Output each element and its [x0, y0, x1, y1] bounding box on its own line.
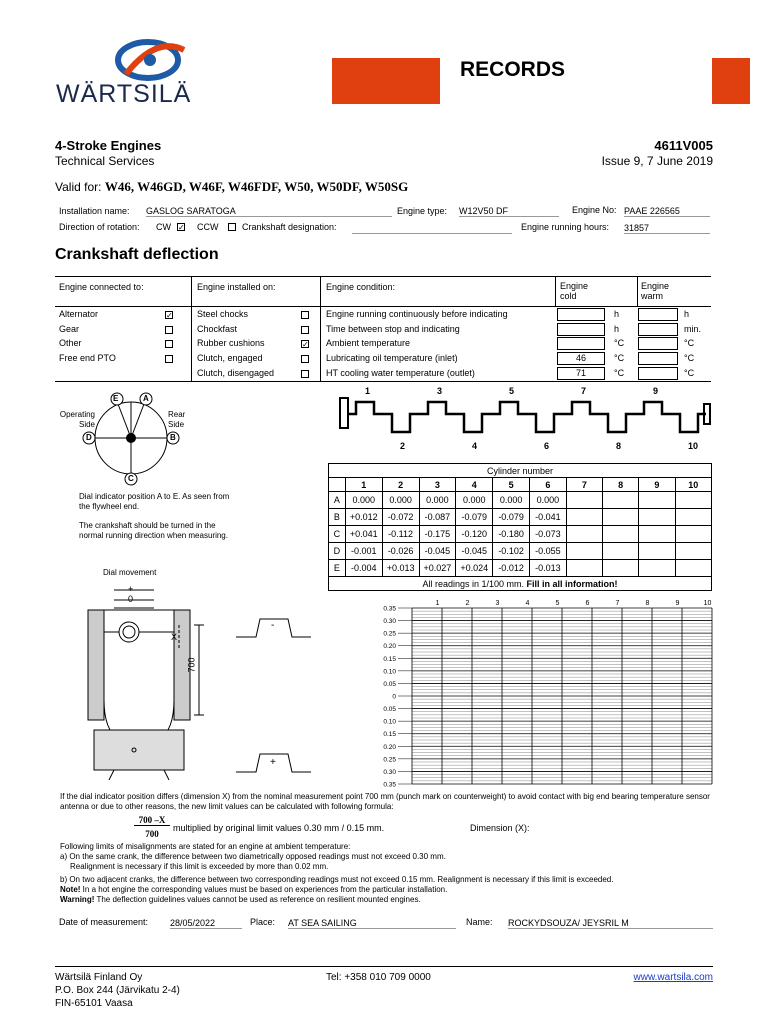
crank-number-top: 7 — [581, 386, 587, 396]
logo-text: WÄRTSILÄ — [56, 80, 192, 108]
dial-note-1: Dial indicator position A to E. As seen from the flywheel end. — [79, 492, 230, 511]
y-tick-label: 0.20 — [383, 643, 396, 651]
x-tick-label: 7 — [615, 600, 620, 607]
readings-row — [329, 509, 712, 526]
reading-cell[interactable] — [603, 492, 639, 509]
condition-cold-unit: °C — [614, 338, 625, 349]
readings-position: A — [329, 492, 346, 509]
condition-warm-unit: °C — [684, 367, 695, 378]
reading-cell[interactable]: +0.027 — [419, 560, 456, 577]
reading-cell[interactable] — [566, 560, 602, 577]
condition-warm-unit: min. — [684, 323, 702, 334]
running-hours-label: Engine running hours: — [521, 222, 610, 232]
reading-cell[interactable] — [603, 526, 639, 543]
reading-cell[interactable]: -0.072 — [382, 509, 419, 526]
x-tick-label: 1 — [435, 600, 440, 607]
running-hours-field[interactable]: 31857 — [624, 223, 710, 234]
readings-row — [329, 526, 712, 543]
place-label: Place: — [250, 917, 276, 927]
reading-cell[interactable] — [639, 560, 675, 577]
installed-item-label: Clutch, engaged — [197, 353, 263, 364]
crank-number-bottom: 2 — [400, 441, 406, 451]
crank-number-bottom: 6 — [544, 441, 550, 451]
dial-minus: – — [128, 602, 134, 612]
connected-item-checkbox[interactable] — [165, 355, 173, 363]
x-tick-label: 9 — [675, 600, 680, 607]
reading-cell[interactable]: -0.045 — [456, 543, 493, 560]
engine-type-field[interactable]: W12V50 DF — [459, 206, 559, 217]
gauge-plus-sign: + — [270, 757, 276, 768]
condition-warm-value[interactable] — [638, 308, 678, 321]
cylinder-header: 8 — [603, 478, 639, 492]
x-tick-label: 2 — [465, 600, 470, 607]
condition-cold-value[interactable]: 71 — [557, 367, 605, 380]
crank-number-top: 3 — [437, 386, 443, 396]
reading-cell[interactable]: 0.000 — [382, 492, 419, 509]
installed-item-label: Steel chocks — [197, 309, 249, 319]
crankshaft-designation-label: Crankshaft designation: — [242, 222, 337, 232]
dial-label-e: E — [113, 394, 119, 403]
readings-row — [329, 543, 712, 560]
formula-denominator: 700 — [145, 829, 159, 839]
y-tick-label: 0.05 — [383, 706, 396, 714]
rotation-label: Direction of rotation: — [59, 222, 140, 232]
reading-cell[interactable]: 0.000 — [345, 492, 382, 509]
reading-cell[interactable] — [603, 509, 639, 526]
y-tick-label: 0.35 — [383, 781, 396, 788]
condition-item-label: Lubricating oil temperature (inlet) — [326, 353, 458, 364]
readings-position: B — [329, 509, 346, 526]
reading-cell[interactable]: -0.012 — [493, 560, 530, 577]
condition-warm-value[interactable] — [638, 367, 678, 380]
crank-number-bottom: 8 — [616, 441, 622, 451]
condition-cold-value[interactable] — [557, 337, 605, 350]
header-accent-right — [712, 58, 750, 104]
footer-box: P.O. Box 244 (Järvikatu 2-4) — [55, 985, 180, 996]
formula-intro: If the dial indicator position differs (dimension X) from the nominal measurement point 700 mm (punch mark on counterweight) to avoid contact with big end bearing temperature sensor antenna or due to other reasons, the new limit values can be calculated with following formula: — [60, 792, 710, 811]
readings-row — [329, 492, 712, 509]
reading-cell[interactable]: 0.000 — [456, 492, 493, 509]
cylinder-header: 9 — [639, 478, 675, 492]
reading-cell[interactable]: -0.079 — [493, 509, 530, 526]
readings-footer: All readings in 1/100 mm. Fill in all information! — [329, 577, 712, 591]
valid-for — [55, 179, 408, 195]
doc-code: 4611V005 — [654, 138, 713, 153]
cw-label: CW — [156, 222, 171, 232]
crank-number-bottom: 10 — [688, 441, 699, 451]
cylinder-header: 6 — [529, 478, 566, 492]
reading-cell[interactable] — [566, 492, 602, 509]
reading-cell[interactable] — [566, 509, 602, 526]
engine-no-label: Engine No: — [572, 205, 617, 215]
readings-position: C — [329, 526, 346, 543]
place-field[interactable]: AT SEA SAILING — [288, 918, 456, 929]
condition-cold-value[interactable] — [557, 308, 605, 321]
installed-item-checkbox[interactable] — [301, 311, 309, 319]
cylinder-header: 3 — [419, 478, 456, 492]
reading-cell[interactable] — [675, 526, 711, 543]
cold-header: Engine cold — [560, 281, 589, 301]
y-tick-label: 0.25 — [383, 756, 396, 764]
installed-item-label: Clutch, disengaged — [197, 367, 275, 378]
connected-item-label: Alternator — [59, 309, 99, 319]
reading-cell[interactable]: -0.004 — [345, 560, 382, 577]
crank-number-top: 1 — [365, 386, 371, 396]
reading-cell[interactable]: -0.087 — [419, 509, 456, 526]
condition-cold-value[interactable]: 46 — [557, 352, 605, 365]
y-tick-label: 0.30 — [383, 768, 396, 776]
condition-item-label: Time between stop and indicating — [326, 323, 460, 334]
readings-position: E — [329, 560, 346, 577]
crank-number-top: 5 — [509, 386, 515, 396]
footer-website-link[interactable]: www.wartsila.com — [633, 972, 713, 983]
installed-item-checkbox[interactable]: ✓ — [302, 340, 309, 350]
condition-warm-unit: h — [684, 309, 690, 319]
crank-throw-drawing — [84, 580, 224, 780]
cw-checkbox[interactable]: ✓ — [178, 223, 185, 232]
reading-cell[interactable]: -0.041 — [529, 509, 566, 526]
reading-cell[interactable]: -0.112 — [382, 526, 419, 543]
y-tick-label: 0.25 — [383, 630, 396, 638]
dial-label-d: D — [86, 433, 92, 442]
x-dimension-label: X — [171, 632, 178, 642]
connected-item-checkbox[interactable] — [165, 326, 173, 334]
date-field[interactable]: 28/05/2022 — [170, 918, 242, 929]
connected-item-label: Free end PTO — [59, 353, 116, 364]
reading-cell[interactable] — [603, 543, 639, 560]
y-tick-label: 0.15 — [383, 655, 396, 663]
condition-warm-unit: °C — [684, 353, 695, 364]
condition-item-label: Ambient temperature — [326, 338, 411, 349]
deflection-grid-svg — [374, 598, 714, 788]
reading-cell[interactable]: +0.024 — [456, 560, 493, 577]
installation-name-field[interactable]: GASLOG SARATOGA — [146, 206, 392, 217]
reading-cell[interactable] — [675, 560, 711, 577]
section-title: Crankshaft deflection — [55, 246, 219, 263]
date-label: Date of measurement: — [59, 917, 149, 927]
valid-for-value: W46, W46GD, W46F, W46FDF, W50, W50DF, W50SG — [104, 179, 409, 194]
dial-label-a: A — [143, 394, 149, 403]
reading-cell[interactable] — [639, 526, 675, 543]
reading-cell[interactable]: -0.175 — [419, 526, 456, 543]
crankshaft-schematic — [334, 384, 718, 454]
readings-corner — [329, 478, 346, 492]
installed-item-checkbox[interactable] — [301, 370, 309, 378]
cylinder-header: 10 — [675, 478, 711, 492]
reading-cell[interactable] — [639, 543, 675, 560]
connected-item-checkbox[interactable] — [165, 340, 173, 348]
deflection-chart — [374, 598, 714, 788]
dial-label-c: C — [128, 474, 134, 483]
y-tick-label: 0.05 — [383, 680, 396, 688]
y-tick-label: 0.10 — [383, 668, 396, 676]
x-tick-label: 10 — [703, 600, 712, 607]
condition-header: Engine condition: — [326, 282, 396, 292]
y-tick-label: 0.35 — [383, 605, 396, 613]
dial-zero: 0 — [128, 594, 134, 604]
condition-cold-unit: °C — [614, 353, 625, 364]
connected-header: Engine connected to: — [59, 282, 144, 292]
installed-item-label: Rubber cushions — [197, 338, 265, 349]
doc-category: 4-Stroke Engines — [55, 138, 162, 153]
y-tick-label: 0.30 — [383, 618, 396, 626]
x-tick-label: 6 — [585, 600, 590, 607]
x-tick-label: 4 — [525, 600, 530, 607]
formula-text: multiplied by original limit values 0.30 mm / 0.15 mm. — [173, 823, 385, 833]
condition-cold-unit: °C — [614, 367, 625, 378]
condition-cold-value[interactable] — [557, 323, 605, 336]
limits-block: Following limits of misalignments are stated for an engine at ambient temperature: a) On the same crank, the difference between two diametrically opposed readings must not exceed 0.30 mm. Realignment is necessary if this limit is exceeded by more than 0.02 mm. b) On two adjacent cranks, the difference between two corresponding readings must not exceed 0.15 mm. Realignment is necessary if this limit is exceeded. Note! In a hot engine the corresponding values must be based on experiences from the particular installation. Warning! The deflection guidelines values cannot be used as reference on resilient mounted engines. — [60, 842, 614, 904]
condition-cold-unit: h — [614, 309, 620, 319]
dial-position-diagram — [52, 388, 212, 488]
dimension-x-label: Dimension (X): — [470, 823, 530, 833]
operating-side-label: Operating Side — [59, 410, 95, 429]
header-accent-left — [332, 58, 440, 104]
connected-item-label: Gear — [59, 323, 80, 334]
dial-movement-label: Dial movement — [103, 568, 157, 577]
engine-type-label: Engine type: — [397, 206, 448, 216]
footer-city: FIN-65101 Vaasa — [55, 998, 133, 1009]
dial-plus: + — [128, 584, 134, 594]
crank-number-top: 9 — [653, 386, 659, 396]
reading-cell[interactable]: -0.102 — [493, 543, 530, 560]
reading-cell[interactable]: +0.013 — [382, 560, 419, 577]
condition-item-label: HT cooling water temperature (outlet) — [326, 367, 475, 378]
dimension-700-label: 700 — [186, 657, 197, 673]
readings-position: D — [329, 543, 346, 560]
condition-warm-value[interactable] — [638, 323, 678, 336]
valid-for-label: Valid for: — [55, 180, 102, 194]
y-tick-label: 0.20 — [383, 743, 396, 751]
condition-warm-value[interactable] — [638, 352, 678, 365]
connected-item-checkbox[interactable]: ✓ — [166, 311, 173, 320]
reading-cell[interactable] — [566, 526, 602, 543]
gauge-minus-sign: - — [271, 620, 275, 631]
cylinder-header: 4 — [456, 478, 493, 492]
wartsila-logo — [56, 36, 201, 108]
reading-cell[interactable] — [675, 543, 711, 560]
readings-table — [328, 463, 712, 591]
reading-cell[interactable]: +0.012 — [345, 509, 382, 526]
cylinder-header: 2 — [382, 478, 419, 492]
records-title: RECORDS — [460, 58, 566, 81]
name-label: Name: — [466, 917, 493, 927]
reading-cell[interactable] — [566, 543, 602, 560]
condition-cold-unit: h — [614, 323, 620, 334]
reading-cell[interactable]: -0.180 — [493, 526, 530, 543]
cylinder-header: 7 — [566, 478, 602, 492]
department: Technical Services — [55, 154, 155, 168]
installed-item-checkbox[interactable] — [301, 355, 309, 363]
x-tick-label: 3 — [495, 600, 500, 607]
condition-warm-value[interactable] — [638, 337, 678, 350]
dial-label-b: B — [170, 433, 176, 442]
installation-name-label: Installation name: — [59, 206, 130, 216]
footer-rule — [55, 966, 713, 967]
y-tick-label: 0.10 — [383, 718, 396, 726]
installed-item-checkbox[interactable] — [301, 326, 309, 334]
reading-cell[interactable]: -0.045 — [419, 543, 456, 560]
installed-item-label: Chockfast — [197, 323, 238, 334]
engine-no-field[interactable]: PAAE 226565 — [624, 206, 710, 217]
issue-date: Issue 9, 7 June 2019 — [601, 154, 713, 168]
ccw-label: CCW — [197, 222, 219, 232]
dial-note-2: The crankshaft should be turned in the normal running direction when measuring. — [79, 521, 228, 540]
logo-swirl-icon — [56, 36, 201, 86]
reading-cell[interactable]: -0.073 — [529, 526, 566, 543]
reading-cell[interactable]: -0.055 — [529, 543, 566, 560]
x-tick-label: 5 — [555, 600, 560, 607]
x-tick-label: 8 — [645, 600, 650, 607]
cylinder-header: 5 — [493, 478, 530, 492]
reading-cell[interactable] — [603, 560, 639, 577]
footer-company: Wärtsilä Finland Oy — [55, 972, 143, 983]
y-tick-label: 0 — [392, 693, 396, 701]
crankshaft-designation-field[interactable] — [352, 233, 512, 234]
reading-cell[interactable]: 0.000 — [529, 492, 566, 509]
readings-row — [329, 560, 712, 577]
reading-cell[interactable]: +0.041 — [345, 526, 382, 543]
reading-cell[interactable]: -0.120 — [456, 526, 493, 543]
formula-numerator: 700 –X — [134, 815, 170, 826]
reading-cell[interactable]: -0.013 — [529, 560, 566, 577]
reading-cell[interactable]: 0.000 — [419, 492, 456, 509]
name-field[interactable]: ROCKYDSOUZA/ JEYSRIL M — [508, 918, 713, 929]
footer-tel: Tel: +358 010 709 0000 — [326, 972, 431, 983]
ccw-checkbox[interactable] — [228, 223, 236, 231]
reading-cell[interactable]: -0.001 — [345, 543, 382, 560]
installed-header: Engine installed on: — [197, 282, 276, 292]
readings-caption: Cylinder number — [329, 464, 712, 478]
condition-item-label: Engine running continuously before indicating — [326, 309, 508, 319]
reading-cell[interactable]: -0.079 — [456, 509, 493, 526]
reading-cell[interactable]: -0.026 — [382, 543, 419, 560]
reading-cell[interactable] — [639, 492, 675, 509]
cylinder-header: 1 — [345, 478, 382, 492]
reading-cell[interactable] — [675, 492, 711, 509]
condition-warm-unit: °C — [684, 338, 695, 349]
reading-cell[interactable]: 0.000 — [493, 492, 530, 509]
rear-side-label: Rear Side — [168, 410, 186, 429]
reading-cell[interactable] — [675, 509, 711, 526]
crank-number-bottom: 4 — [472, 441, 478, 451]
y-tick-label: 0.15 — [383, 731, 396, 739]
warm-header: Engine warm — [641, 281, 670, 301]
reading-cell[interactable] — [639, 509, 675, 526]
connected-item-label: Other — [59, 338, 82, 349]
